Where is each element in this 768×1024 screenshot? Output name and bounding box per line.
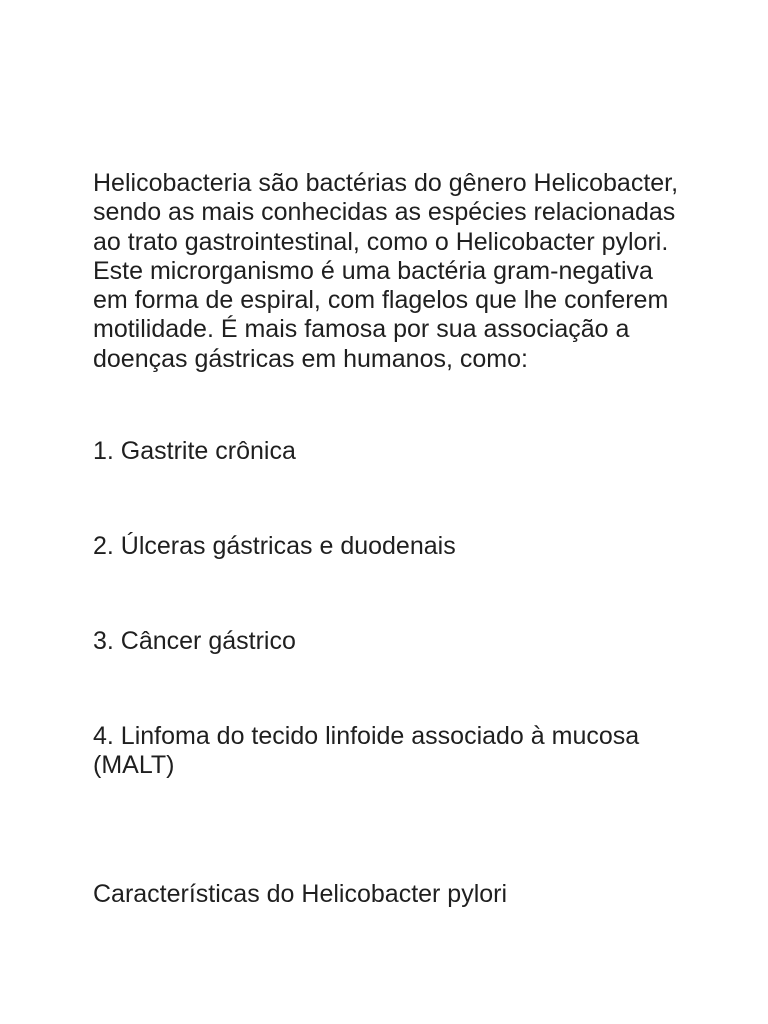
list-item: 2. Úlceras gástricas e duodenais: [93, 532, 456, 560]
document-body: [93, 169, 693, 908]
list-item: 4. Linfoma do tecido linfoide associado à mucosa (MALT): [93, 722, 640, 780]
intro-paragraph: Helicobacteria são bactérias do gênero Helicobacter, sendo as mais conhecidas as espécies relacionadas ao trato gastrointestinal, como o Helicobacter pylori. Este microrganismo é uma bactéria gram-negativa em forma de espiral, com flagelos que lhe conferem motilidade. É mais famosa por sua associação a doenças gástricas em humanos, como:: [93, 169, 679, 373]
list-item: 1. Gastrite crônica: [93, 437, 296, 465]
list-item: 3. Câncer gástrico: [93, 627, 296, 655]
section-heading: Características do Helicobacter pylori: [93, 880, 508, 908]
